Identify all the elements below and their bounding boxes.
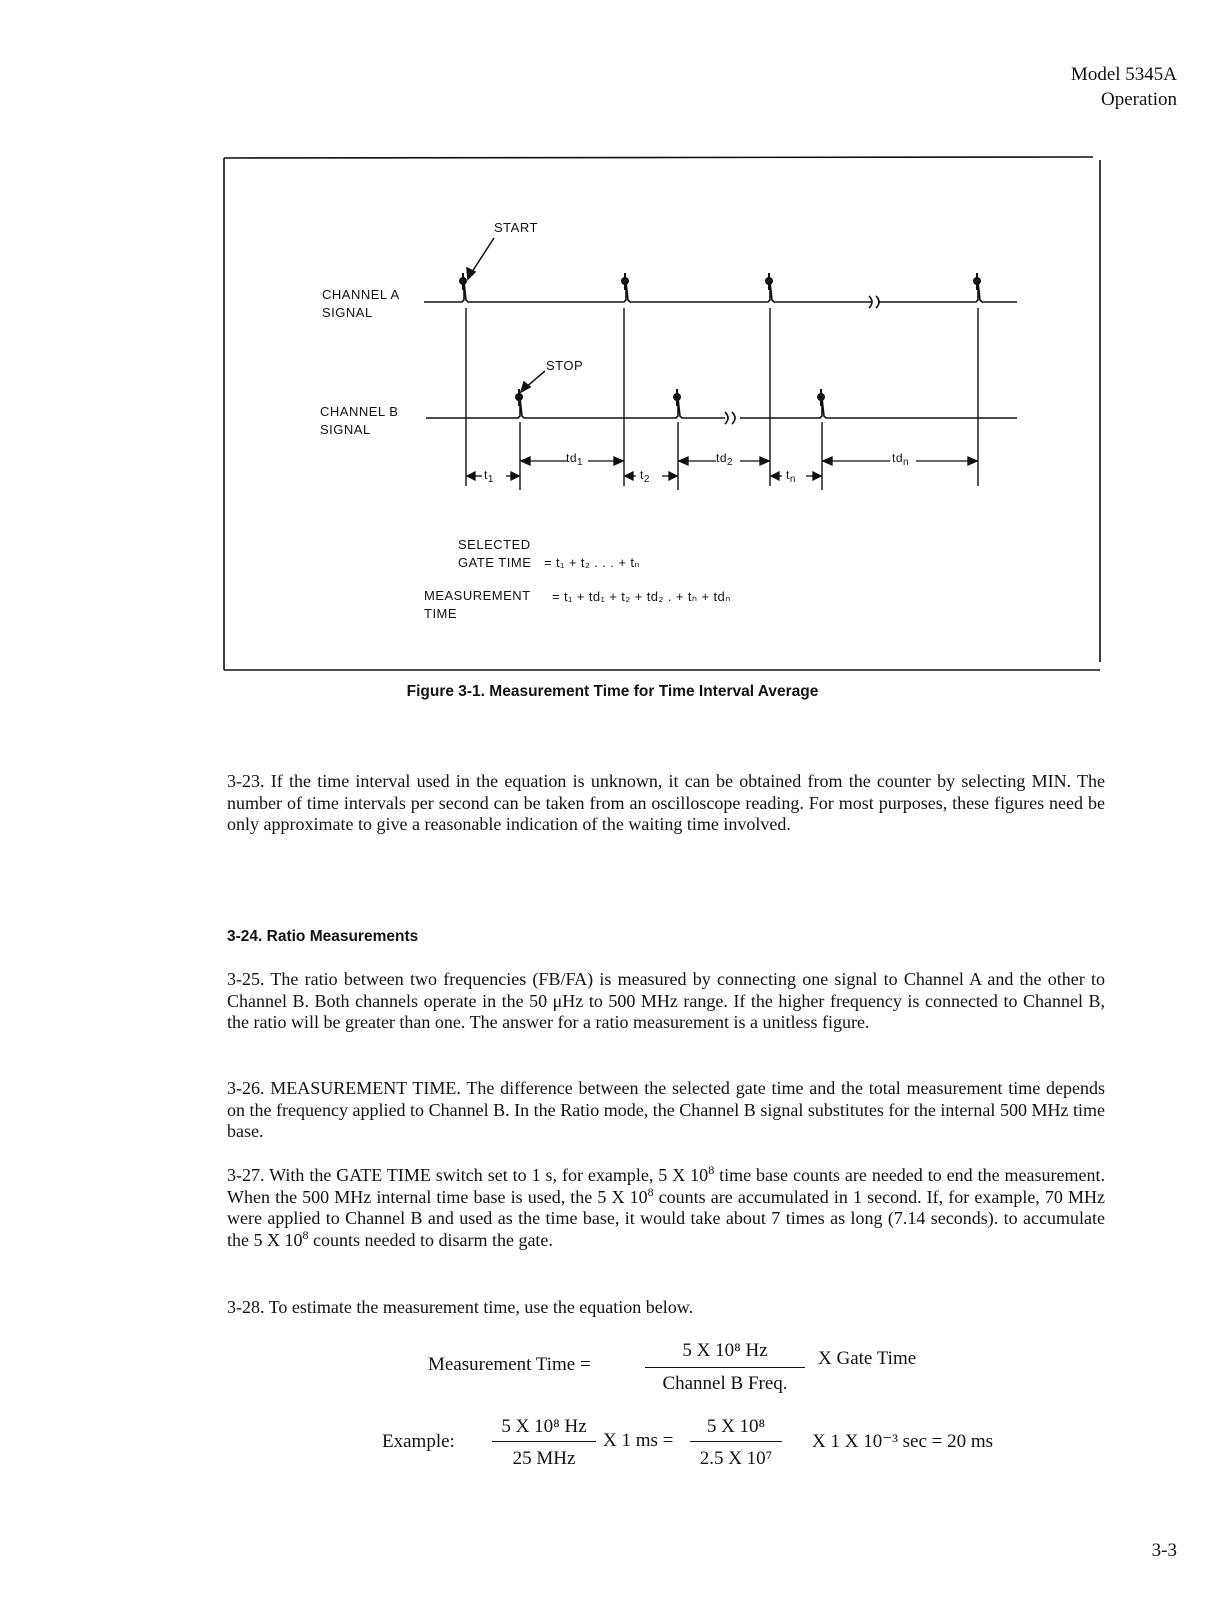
start-label: START — [494, 220, 538, 235]
example-denominator-1: 25 MHz — [512, 1448, 576, 1469]
example-rhs: X 1 X 10⁻³ sec = 20 ms — [812, 1431, 994, 1452]
paragraph-3-27: 3-27. With the GATE TIME switch set to 1 s, for example, 5 X $10^8$ time base counts are needed to end the measurement. When the 500 MHz internal time base is used, the 5 X $10^8$ counts are accumulated in 1 second. If, for example, 70 MHz were applied to Channel B and used as the time base, it would take about 7 times as long (7.14 seconds). to accumulate the 5 X $10^8$ counts needed to disarm the gate. — [227, 1163, 1105, 1250]
selected-gate-expression: = t₁ + t₂ . . . + tₙ — [544, 555, 640, 570]
example-fraction-line-2 — [690, 1441, 782, 1442]
measurement-time-label: MEASUREMENT TIME — [424, 588, 531, 621]
channel-b-label: CHANNEL B SIGNAL — [320, 404, 399, 437]
equation-lhs: Measurement Time = — [428, 1354, 591, 1375]
timing-diagram — [0, 0, 1225, 700]
channel-b-waveform — [426, 398, 1017, 424]
paragraph-3-25: 3-25. The ratio between two frequencies (FB/FA) is measured by connecting one signal to Channel A and the other to Channel B. Both channels operate in the 50 μHz to 500 MHz range. If the higher frequency is connected to Channel B, the ratio will be greater than one. The answer for a ratio measurement is a unitless figure. — [227, 969, 1105, 1032]
stop-label: STOP — [546, 358, 584, 373]
selected-gate-label: SELECTED GATE TIME — [458, 537, 532, 570]
channel-a-waveform — [424, 282, 1017, 308]
td2-label: $td_2$ — [716, 451, 734, 468]
paragraph-3-28: 3-28. To estimate the measurement time, use the equation below. — [227, 1297, 694, 1317]
tdn-label: $td_n$ — [892, 451, 910, 468]
t2-label: $t_2$ — [640, 468, 650, 485]
channel-b-markers — [515, 389, 825, 406]
tn-label: $t_n$ — [786, 468, 796, 485]
example-mid: X 1 ms = — [603, 1430, 674, 1451]
channel-a-markers — [459, 273, 981, 290]
td1-label: $td_1$ — [566, 451, 584, 468]
equation-numerator: 5 X 10⁸ Hz — [682, 1340, 768, 1361]
example-fraction-line-1 — [492, 1441, 596, 1442]
section-heading-3-24: 3-24. Ratio Measurements — [227, 928, 419, 945]
paragraph-3-23: 3-23. If the time interval used in the equation is unknown, it can be obtained from the counter by selecting MIN. The number of time intervals per second can be taken from an oscilloscope reading. For most purposes, these figures need be only approximate to give a reasonable indication of the waiting time involved. — [227, 771, 1105, 834]
page-number: 3-3 — [1151, 1540, 1177, 1561]
example-label: Example: — [382, 1431, 455, 1452]
section-label: Operation — [1101, 89, 1177, 110]
paragraph-3-26: 3-26. MEASUREMENT TIME. The difference between the selected gate time and the total measurement time depends on the frequency applied to Channel B. In the Ratio mode, the Channel B signal substitutes for the internal 500 MHz time base. — [227, 1078, 1105, 1141]
model-label: Model 5345A — [1070, 64, 1177, 85]
channel-a-label: CHANNEL A SIGNAL — [322, 287, 400, 320]
equation-rhs: X Gate Time — [818, 1348, 917, 1369]
example-numerator-2: 5 X 10⁸ — [706, 1416, 766, 1437]
equation-denominator: Channel B Freq. — [662, 1373, 788, 1394]
figure-caption: Figure 3-1. Measurement Time for Time Interval Average — [406, 683, 819, 700]
equation-fraction-line — [645, 1367, 805, 1368]
example-numerator-1: 5 X 10⁸ Hz — [501, 1416, 587, 1437]
start-arrow — [467, 238, 494, 279]
t1-label: $t_1$ — [484, 468, 494, 485]
example-denominator-2: 2.5 X 10⁷ — [699, 1448, 773, 1469]
measurement-time-expression: = t₁ + td₁ + t₂ + td₂ . + tₙ + tdₙ — [552, 589, 731, 604]
stop-arrow — [521, 371, 545, 392]
